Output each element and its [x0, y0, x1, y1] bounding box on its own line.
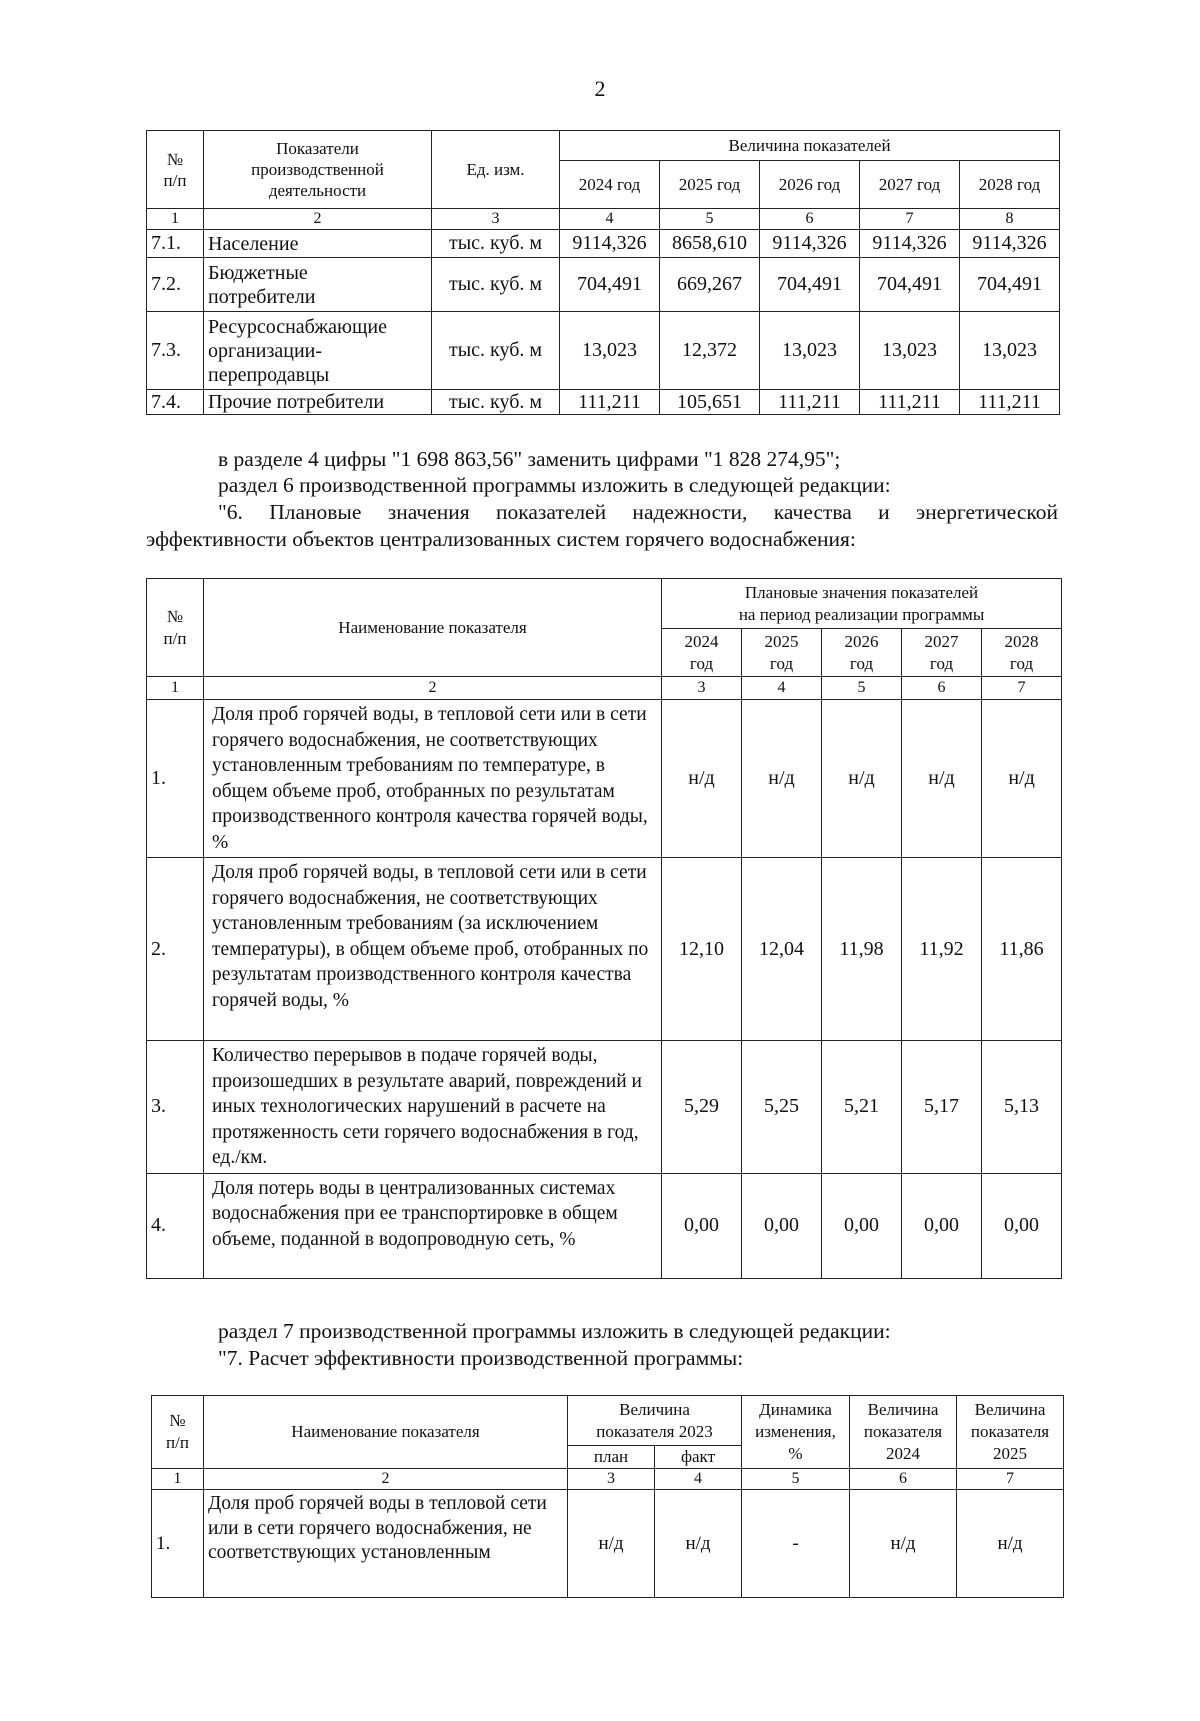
column-index: 4 [742, 677, 822, 700]
table-row [147, 312, 1060, 390]
row-value: 12,10 [662, 858, 742, 1041]
header-year: 2024 год [662, 629, 742, 677]
column-index: 2 [204, 209, 432, 230]
header-number: № п/п [147, 579, 204, 677]
row-value: 11,98 [822, 858, 902, 1041]
row-value: 0,00 [982, 1173, 1062, 1278]
row-value: 5,25 [742, 1041, 822, 1174]
row-value: 669,267 [660, 258, 760, 312]
row-name: Доля проб горячей воды в тепловой сети или в сети горячего водоснабжения, не соответствующих установленным [204, 1490, 568, 1598]
column-index: 6 [760, 209, 860, 230]
row-value: 0,00 [662, 1173, 742, 1278]
row-name: Бюджетные потребители [204, 258, 432, 312]
header-year: 2025 год [742, 629, 822, 677]
amendment-section-4: в разделе 4 цифры "1 698 863,56" заменить цифрами "1 828 274,95"; [218, 447, 841, 471]
amendment-section-6: раздел 6 производственной программы изложить в следующей редакции: [218, 473, 891, 497]
row-value: - [742, 1490, 850, 1598]
column-index: 2 [204, 677, 662, 700]
header-number: № п/п [147, 131, 204, 209]
table-row [147, 258, 1060, 312]
row-value: н/д [850, 1490, 957, 1598]
row-unit: тыс. куб. м [432, 312, 560, 390]
row-number: 4. [147, 1173, 204, 1278]
row-value: 111,211 [860, 390, 960, 415]
row-value: 111,211 [960, 390, 1060, 415]
row-value: 704,491 [960, 258, 1060, 312]
row-number: 1. [152, 1490, 204, 1598]
column-index: 7 [957, 1469, 1064, 1490]
column-index: 4 [655, 1469, 742, 1490]
row-value: 13,023 [860, 312, 960, 390]
section-6-title: "6. Плановые значения показателей надежности, качества и энергетической [218, 500, 1058, 524]
column-index: 2 [204, 1469, 568, 1490]
row-value: 12,372 [660, 312, 760, 390]
header-plan: план [568, 1446, 655, 1469]
column-index: 6 [902, 677, 982, 700]
row-value: 111,211 [760, 390, 860, 415]
row-number: 7.2. [147, 258, 204, 312]
production-indicators-table [146, 130, 1060, 415]
header-value-2025: Величина показателя 2025 [957, 1396, 1064, 1469]
column-index: 5 [660, 209, 760, 230]
row-number: 2. [147, 858, 204, 1041]
row-value: 704,491 [860, 258, 960, 312]
header-year: 2025 год [660, 161, 760, 209]
table-row [147, 700, 1062, 858]
header-year: 2027 год [902, 629, 982, 677]
header-year: 2028 год [982, 629, 1062, 677]
column-index: 7 [982, 677, 1062, 700]
row-name: Доля потерь воды в централизованных системах водоснабжения при ее транспортировке в общем объеме, поданной в водопроводную сеть, % [204, 1173, 662, 1278]
row-value: 5,29 [662, 1041, 742, 1174]
row-name: Доля проб горячей воды, в тепловой сети или в сети горячего водоснабжения, не соответствующих установленным требованиям по температуре, в общем объеме проб, отобранных по результатам производственного контроля качества горячей воды, % [204, 700, 662, 858]
header-fact: факт [655, 1446, 742, 1469]
header-year: 2026 год [760, 161, 860, 209]
row-value: 13,023 [560, 312, 660, 390]
page-number: 2 [594, 76, 606, 101]
row-value: 13,023 [960, 312, 1060, 390]
header-dynamics: Динамика изменения, % [742, 1396, 850, 1469]
column-index: 1 [147, 209, 204, 230]
column-index: 3 [662, 677, 742, 700]
row-value: н/д [982, 700, 1062, 858]
header-year: 2026 год [822, 629, 902, 677]
row-number: 7.4. [147, 390, 204, 415]
row-value: н/д [655, 1490, 742, 1598]
row-unit: тыс. куб. м [432, 230, 560, 258]
column-index: 5 [742, 1469, 850, 1490]
row-value: 111,211 [560, 390, 660, 415]
row-value: н/д [822, 700, 902, 858]
header-year: 2024 год [560, 161, 660, 209]
row-unit: тыс. куб. м [432, 390, 560, 415]
column-index: 4 [560, 209, 660, 230]
column-index: 5 [822, 677, 902, 700]
row-value: 13,023 [760, 312, 860, 390]
header-year: 2028 год [960, 161, 1060, 209]
column-index: 1 [152, 1469, 204, 1490]
row-value: н/д [662, 700, 742, 858]
column-index: 1 [147, 677, 204, 700]
column-index: 3 [432, 209, 560, 230]
header-year: 2027 год [860, 161, 960, 209]
header-values-group: Плановые значения показателей на период реализации программы [662, 579, 1062, 629]
row-number: 7.1. [147, 230, 204, 258]
row-value: 9114,326 [560, 230, 660, 258]
row-value: 0,00 [742, 1173, 822, 1278]
header-indicator: Показатели производственной деятельности [204, 131, 432, 209]
row-value: 105,651 [660, 390, 760, 415]
header-number: № п/п [152, 1396, 204, 1469]
row-value: н/д [568, 1490, 655, 1598]
amendment-section-7: раздел 7 производственной программы изложить в следующей редакции: [218, 1319, 891, 1343]
column-index: 8 [960, 209, 1060, 230]
reliability-indicators-table [146, 578, 1062, 1279]
column-index: 3 [568, 1469, 655, 1490]
header-indicator: Наименование показателя [204, 579, 662, 677]
table-row [147, 858, 1062, 1041]
row-value: 12,04 [742, 858, 822, 1041]
table-row [147, 1041, 1062, 1174]
row-value: 9114,326 [860, 230, 960, 258]
header-unit: Ед. изм. [432, 131, 560, 209]
row-value: 5,21 [822, 1041, 902, 1174]
row-value: 5,17 [902, 1041, 982, 1174]
column-index: 7 [860, 209, 960, 230]
row-number: 3. [147, 1041, 204, 1174]
row-value: 9114,326 [960, 230, 1060, 258]
column-index: 6 [850, 1469, 957, 1490]
table-row [152, 1490, 1064, 1598]
row-value: 11,92 [902, 858, 982, 1041]
row-name: Доля проб горячей воды, в тепловой сети или в сети горячего водоснабжения, не соответствующих установленным требованиям (за исключением температуры), в общем объеме проб, отобранных по результатам производственного контроля качества горячей воды, % [204, 858, 662, 1041]
row-name: Прочие потребители [204, 390, 432, 415]
row-name: Ресурсоснабжающие организации- перепродавцы [204, 312, 432, 390]
row-value: 704,491 [560, 258, 660, 312]
row-value: 11,86 [982, 858, 1062, 1041]
row-value: 0,00 [822, 1173, 902, 1278]
header-values-group: Величина показателей [560, 131, 1060, 161]
row-name: Количество перерывов в подаче горячей воды, произошедших в результате аварий, повреждений и иных технологических нарушений в расчете на протяженность сети горячего водоснабжения в год, ед./км. [204, 1041, 662, 1174]
header-value-2024: Величина показателя 2024 [850, 1396, 957, 1469]
row-value: 5,13 [982, 1041, 1062, 1174]
row-value: н/д [902, 700, 982, 858]
section-7-title: "7. Расчет эффективности производственной программы: [218, 1346, 744, 1370]
row-value: н/д [957, 1490, 1064, 1598]
row-name: Население [204, 230, 432, 258]
row-value: 9114,326 [760, 230, 860, 258]
row-value: 0,00 [902, 1173, 982, 1278]
row-value: 704,491 [760, 258, 860, 312]
row-value: 8658,610 [660, 230, 760, 258]
table-row [147, 230, 1060, 258]
section-6-title-continuation: эффективности объектов централизованных систем горячего водоснабжения: [146, 527, 856, 551]
row-value: н/д [742, 700, 822, 858]
header-indicator: Наименование показателя [204, 1396, 568, 1469]
row-number: 1. [147, 700, 204, 858]
header-value-2023: Величина показателя 2023 [568, 1396, 742, 1446]
table-row [147, 1173, 1062, 1278]
row-unit: тыс. куб. м [432, 258, 560, 312]
table-row [147, 390, 1060, 415]
efficiency-calculation-table [151, 1395, 1064, 1598]
row-number: 7.3. [147, 312, 204, 390]
